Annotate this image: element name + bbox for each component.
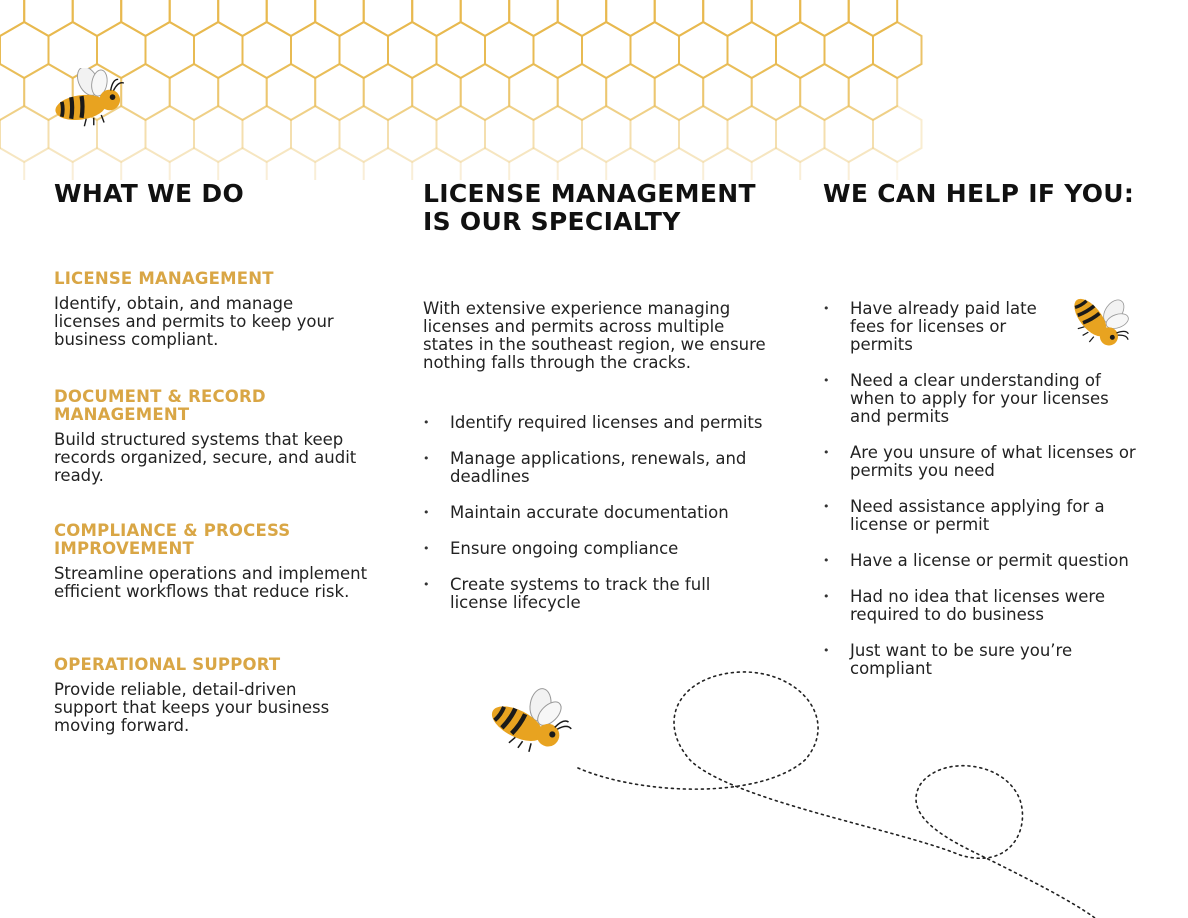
list-item: • Ensure ongoing compliance (423, 540, 768, 558)
honeycomb-cell (146, 22, 195, 78)
list-item: • Are you unsure of what licenses or permits you need (823, 444, 1143, 480)
bee-icon (490, 682, 572, 762)
list-item: • Need a clear understanding of when to apply for your licenses and permits (823, 372, 1143, 426)
honeycomb-cell (800, 64, 849, 120)
honeycomb-cell (170, 0, 219, 36)
help-heading: WE CAN HELP IF YOU: (823, 179, 1135, 208)
honeycomb-cell (485, 106, 534, 162)
honeycomb-cell (849, 148, 898, 180)
service-compliance-process-improvement (54, 522, 384, 601)
honeycomb-cell (728, 106, 777, 162)
honeycomb-cell (873, 22, 922, 78)
honeycomb-cell (0, 22, 49, 78)
honeycomb-cell (437, 22, 486, 78)
honeycomb-cell (534, 22, 583, 78)
honeycomb-cell (703, 64, 752, 120)
list-item: • Have a license or permit question (823, 552, 1143, 570)
honeycomb-cell (364, 0, 413, 36)
honeycomb-cell (412, 64, 461, 120)
honeycomb-cell (873, 106, 922, 162)
honeycomb-cell (461, 0, 510, 36)
honeycomb-cell (534, 106, 583, 162)
help-column (823, 179, 1153, 678)
honeycomb-cell (655, 64, 704, 120)
list-item: • Identify required licenses and permits (423, 414, 768, 432)
service-title: COMPLIANCE & PROCESS IMPROVEMENT (54, 521, 291, 558)
specialty-column (423, 179, 773, 612)
honeycomb-cell (364, 148, 413, 180)
service-document-record-management (54, 388, 384, 485)
honeycomb-cell (606, 148, 655, 180)
list-item: • Had no idea that licenses were required to do business (823, 588, 1143, 624)
service-license-management (54, 270, 384, 349)
honeycomb-cell (0, 0, 24, 36)
service-title: DOCUMENT & RECORD MANAGEMENT (54, 387, 266, 424)
honeycomb-cell (558, 64, 607, 120)
honeycomb-cell (218, 148, 267, 180)
honeycomb-cell (631, 22, 680, 78)
honeycomb-cell (800, 148, 849, 180)
honeycomb-cell (752, 64, 801, 120)
honeycomb-cell (218, 64, 267, 120)
list-item: • Have already paid late fees for licenses or permits (823, 300, 1065, 354)
honeycomb-cell (243, 106, 292, 162)
specialty-heading: LICENSE MANAGEMENT IS OUR SPECIALTY (423, 179, 756, 236)
service-description: Provide reliable, detail-driven support that keeps your business moving forward. (54, 680, 330, 735)
honeycomb-cell (0, 106, 49, 162)
list-item: • Just want to be sure you’re compliant (823, 642, 1143, 678)
honeycomb-cell (752, 0, 801, 36)
honeycomb-cell (267, 148, 316, 180)
service-title: OPERATIONAL SUPPORT (54, 655, 281, 674)
honeycomb-cell (849, 0, 898, 36)
honeycomb-cell (364, 64, 413, 120)
honeycomb-cell (728, 22, 777, 78)
list-item: • Create systems to track the full license lifecycle (423, 576, 768, 612)
honeycomb-cell (631, 106, 680, 162)
honeycomb-cell (655, 148, 704, 180)
honeycomb-cell (485, 22, 534, 78)
honeycomb-cell (825, 106, 874, 162)
honeycomb-cell (315, 0, 364, 36)
honeycomb-cell (267, 64, 316, 120)
what-we-do-column (54, 179, 394, 735)
honeycomb-cell (849, 64, 898, 120)
service-title: LICENSE MANAGEMENT (54, 269, 274, 288)
honeycomb-cell (776, 22, 825, 78)
honeycomb-cell (558, 0, 607, 36)
honeycomb-cell (509, 148, 558, 180)
honeycomb-cell (0, 148, 24, 180)
service-operational-support (54, 656, 384, 735)
honeycomb-cell (752, 148, 801, 180)
honeycomb-cell (800, 0, 849, 36)
honeycomb-cell (606, 64, 655, 120)
honeycomb-cell (121, 0, 170, 36)
list-item: • Manage applications, renewals, and deadlines (423, 450, 768, 486)
honeycomb-cell (388, 106, 437, 162)
honeycomb-cell (315, 64, 364, 120)
honeycomb-cell (170, 148, 219, 180)
service-description: Build structured systems that keep records organized, secure, and audit ready. (54, 430, 357, 485)
honeycomb-cell (340, 106, 389, 162)
honeycomb-cell (703, 148, 752, 180)
honeycomb-cell (582, 22, 631, 78)
honeycomb-cell (412, 0, 461, 36)
service-description: Identify, obtain, and manage licenses and permits to keep your business compliant. (54, 294, 334, 349)
honeycomb-cell (825, 22, 874, 78)
bee-icon (50, 68, 130, 130)
honeycomb-cell (679, 22, 728, 78)
honeycomb-cell (291, 106, 340, 162)
honeycomb-pattern (0, 0, 930, 180)
honeycomb-cell (388, 22, 437, 78)
honeycomb-cell (509, 64, 558, 120)
specialty-intro: With extensive experience managing licenses and permits across multiple states in the southeast region, we ensure nothing falls through the cracks. (423, 299, 766, 372)
honeycomb-cell (509, 0, 558, 36)
list-item: • Maintain accurate documentation (423, 504, 768, 522)
honeycomb-cell (679, 106, 728, 162)
honeycomb-cell (461, 64, 510, 120)
honeycomb-cell (582, 106, 631, 162)
honeycomb-cell (558, 148, 607, 180)
help-bullet-list (823, 300, 1143, 696)
honeycomb-cell (24, 0, 72, 36)
honeycomb-cell (24, 148, 72, 180)
honeycomb-cell (0, 64, 24, 120)
specialty-bullet-list (423, 414, 768, 630)
honeycomb-cell (655, 0, 704, 36)
honeycomb-cell (412, 148, 461, 180)
honeycomb-cell (146, 106, 195, 162)
honeycomb-cell (194, 106, 243, 162)
service-description: Streamline operations and implement efficient workflows that reduce risk. (54, 564, 368, 601)
honeycomb-cell (121, 148, 170, 180)
honeycomb-cell (703, 0, 752, 36)
honeycomb-cell (73, 0, 122, 36)
honeycomb-cell (170, 64, 219, 120)
list-item: • Need assistance applying for a license or permit (823, 498, 1143, 534)
honeycomb-cell (267, 0, 316, 36)
honeycomb-cell (606, 0, 655, 36)
what-we-do-heading: WHAT WE DO (54, 179, 245, 208)
honeycomb-cell (461, 148, 510, 180)
honeycomb-cell (73, 148, 122, 180)
honeycomb-cell (437, 106, 486, 162)
honeycomb-cell (340, 22, 389, 78)
honeycomb-cell (315, 148, 364, 180)
honeycomb-cell (291, 22, 340, 78)
honeycomb-cell (194, 22, 243, 78)
honeycomb-cell (776, 106, 825, 162)
honeycomb-cell (243, 22, 292, 78)
honeycomb-cell (218, 0, 267, 36)
